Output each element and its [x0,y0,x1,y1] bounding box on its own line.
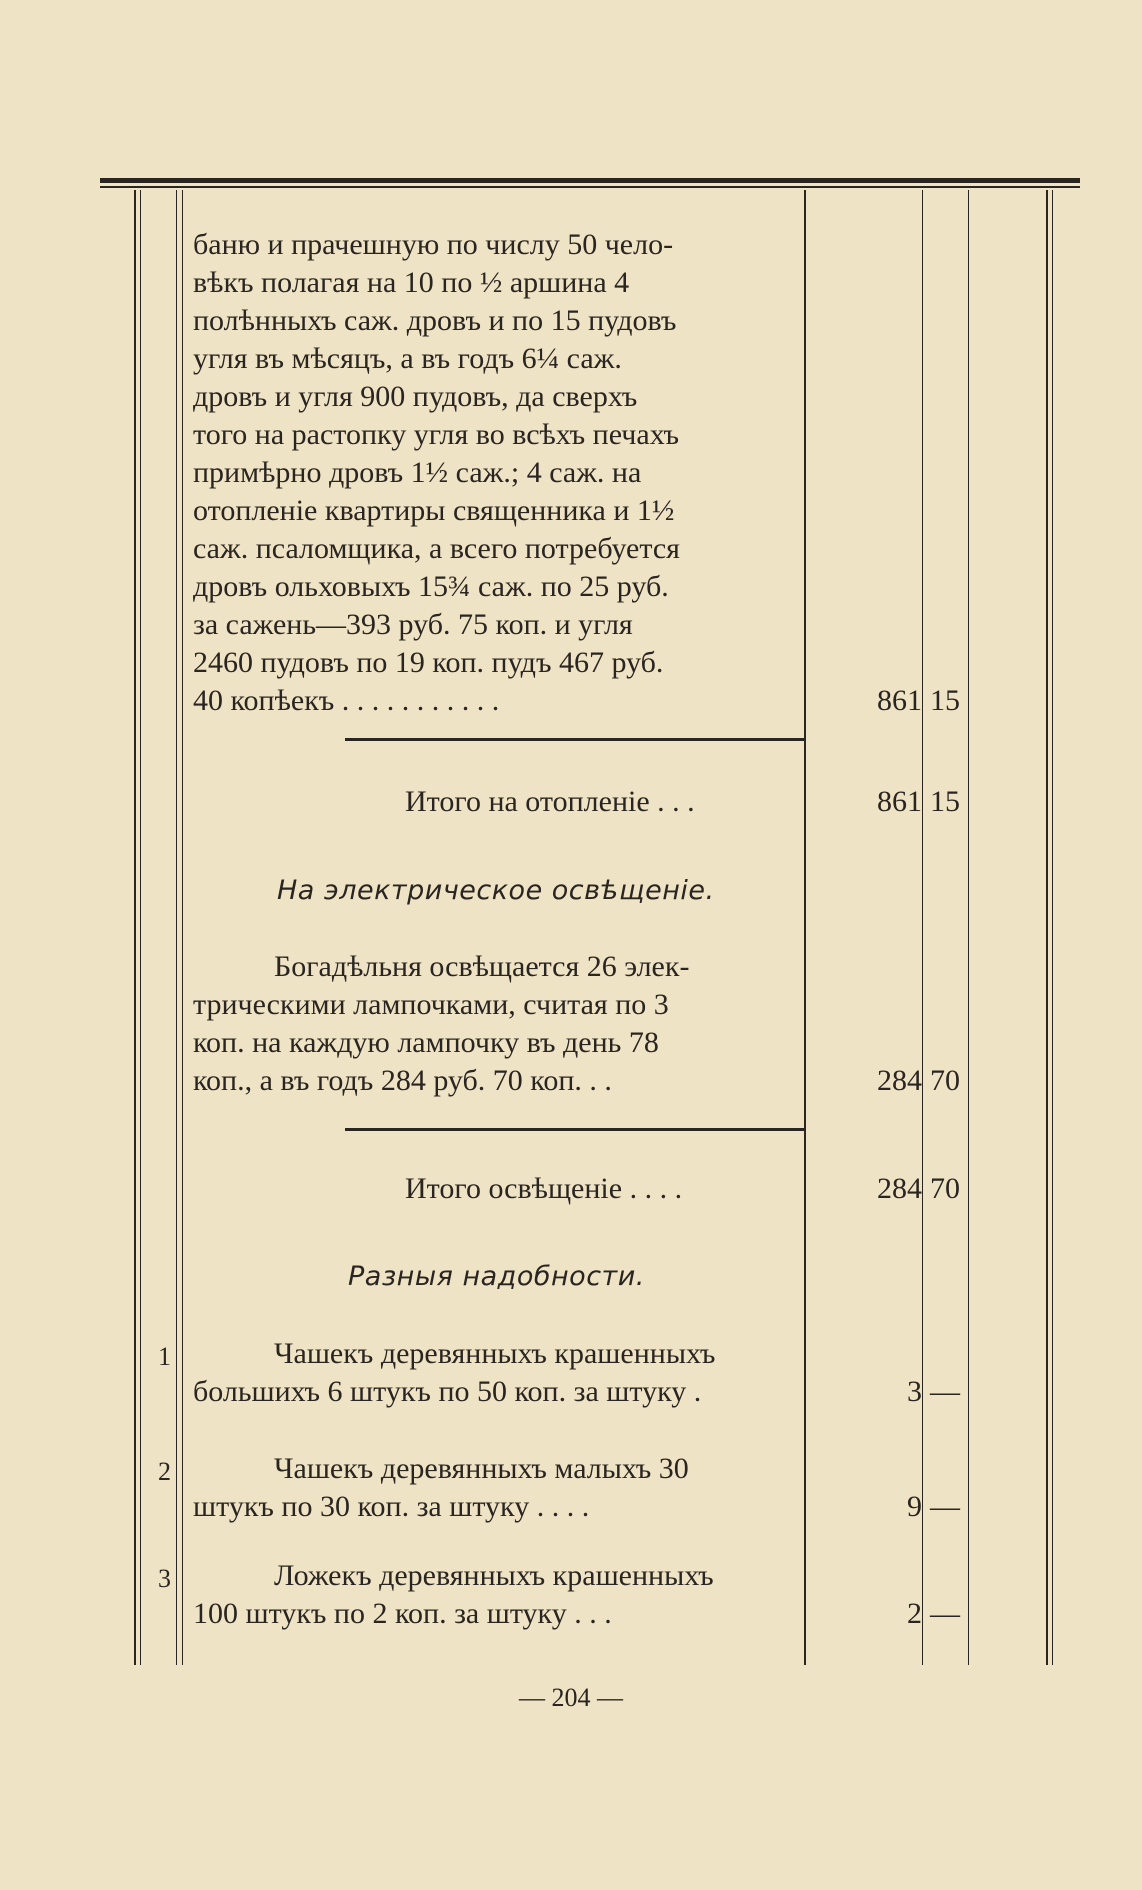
text-line: за сажень—393 руб. 75 коп. и угля [193,608,633,641]
amount-kopecks: 70 [930,1064,960,1097]
text-line: дровъ ольховыхъ 15¾ саж. по 25 руб. [193,570,669,603]
lighting-total-label: Итого освѣщеніе . . . . [405,1172,683,1205]
lighting-total-rubles: 284 [877,1172,922,1205]
column-rule [176,190,177,1665]
amount-kopecks: — [930,1375,960,1408]
amount-kopecks: — [930,1597,960,1630]
top-rule-thin [100,186,1080,188]
text-line: полѣнныхъ саж. дровъ и по 15 пудовъ [193,304,677,337]
text-line: 100 штукъ по 2 коп. за штуку . . . [193,1597,612,1630]
text-line: 2460 пудовъ по 19 коп. пудъ 467 руб. [193,646,664,679]
heating-total-label: Итого на отопленіе . . . [405,785,695,818]
amount-rubles: 2 [907,1597,922,1630]
text-line: дровъ и угля 900 пудовъ, да сверхъ [193,380,638,413]
text-line: Богадѣльня освѣщается 26 элек- [274,950,690,983]
column-rule [134,190,136,1665]
text-line: примѣрно дровъ 1½ саж.; 4 саж. на [193,456,642,489]
text-line: Чашекъ деревянныхъ малыхъ 30 [274,1452,689,1485]
text-line: Чашекъ деревянныхъ крашенныхъ [274,1337,716,1370]
text-line: угля въ мѣсяцъ, а въ годъ 6¼ саж. [193,342,622,375]
amount-kopecks: 15 [930,684,960,717]
item-number: 2 [158,1457,171,1486]
amount-rubles: 861 [877,684,922,717]
column-rule [140,190,141,1665]
text-line: баню и прачешную по числу 50 чело- [193,228,674,261]
column-rule [1046,190,1048,1665]
text-line: штукъ по 30 коп. за штуку . . . . [193,1490,590,1523]
text-line: большихъ 6 штукъ по 50 коп. за штуку . [193,1375,702,1408]
item-number: 1 [158,1342,171,1371]
subtotal-rule [345,1128,805,1131]
heating-total-rubles: 861 [877,785,922,818]
text-line: отопленіе квартиры священника и 1½ [193,494,675,527]
column-rule [804,190,806,1665]
column-rule [922,190,923,1665]
page-number: — 204 — [519,1683,623,1712]
amount-rubles: 9 [907,1490,922,1523]
section-title: Разныя надобности. [348,1261,645,1292]
subtotal-rule [345,738,805,741]
amount-rubles: 284 [877,1064,922,1097]
column-rule [182,190,183,1665]
lighting-total-kopecks: 70 [930,1172,960,1205]
text-line: коп., а въ годъ 284 руб. 70 коп. . . [193,1064,612,1097]
heating-total-kopecks: 15 [930,785,960,818]
amount-rubles: 3 [907,1375,922,1408]
text-line: Ложекъ деревянныхъ крашенныхъ [274,1559,714,1592]
section-title: На электрическое освѣщеніе. [277,875,715,906]
amount-kopecks: — [930,1490,960,1523]
column-rule [968,190,969,1665]
text-line: саж. псаломщика, а всего потребуется [193,532,680,565]
top-rule [100,178,1080,183]
text-line: коп. на каждую лампочку въ день 78 [193,1026,659,1059]
text-line: трическими лампочками, считая по 3 [193,988,669,1021]
text-line: вѣкъ полагая на 10 по ½ аршина 4 [193,266,630,299]
text-line: того на растопку угля во всѣхъ печахъ [193,418,680,451]
column-rule [1052,190,1053,1665]
text-line: 40 копѣекъ . . . . . . . . . . . [193,684,500,717]
item-number: 3 [158,1564,171,1593]
